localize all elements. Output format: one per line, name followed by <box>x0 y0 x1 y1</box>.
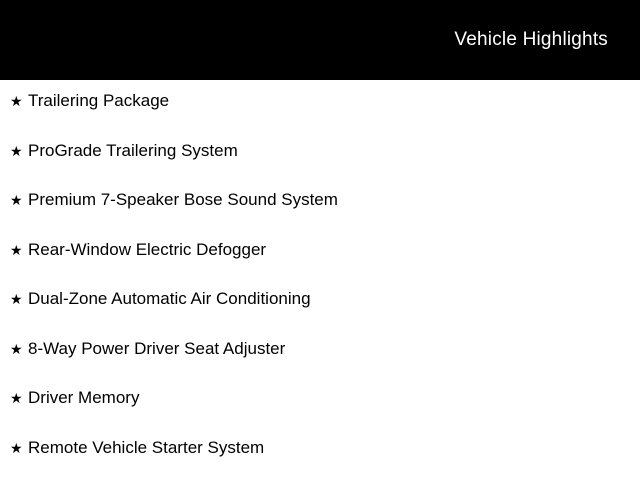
star-icon: ★ <box>10 94 28 108</box>
list-item <box>0 340 640 390</box>
list-item-label: Trailering Package <box>28 92 169 109</box>
list-item <box>0 241 640 291</box>
list-item <box>0 389 640 439</box>
list-item-label: Premium 7-Speaker Bose Sound System <box>28 191 338 208</box>
list-item-label: 8-Way Power Driver Seat Adjuster <box>28 340 285 357</box>
list-item <box>0 191 640 241</box>
list-item <box>0 439 640 488</box>
list-item <box>0 290 640 340</box>
list-item-label: Rear-Window Electric Defogger <box>28 241 266 258</box>
highlights-list <box>0 80 640 488</box>
header-bar <box>0 0 640 80</box>
list-item-label: ProGrade Trailering System <box>28 142 238 159</box>
list-item-label: Driver Memory <box>28 389 139 406</box>
star-icon: ★ <box>10 144 28 158</box>
star-icon: ★ <box>10 441 28 455</box>
star-icon: ★ <box>10 193 28 207</box>
list-item <box>0 92 640 142</box>
list-item <box>0 142 640 192</box>
list-item-label: Remote Vehicle Starter System <box>28 439 264 456</box>
star-icon: ★ <box>10 292 28 306</box>
star-icon: ★ <box>10 391 28 405</box>
star-icon: ★ <box>10 243 28 257</box>
page-title: Vehicle Highlights <box>454 29 608 51</box>
star-icon: ★ <box>10 342 28 356</box>
list-item-label: Dual-Zone Automatic Air Conditioning <box>28 290 311 307</box>
